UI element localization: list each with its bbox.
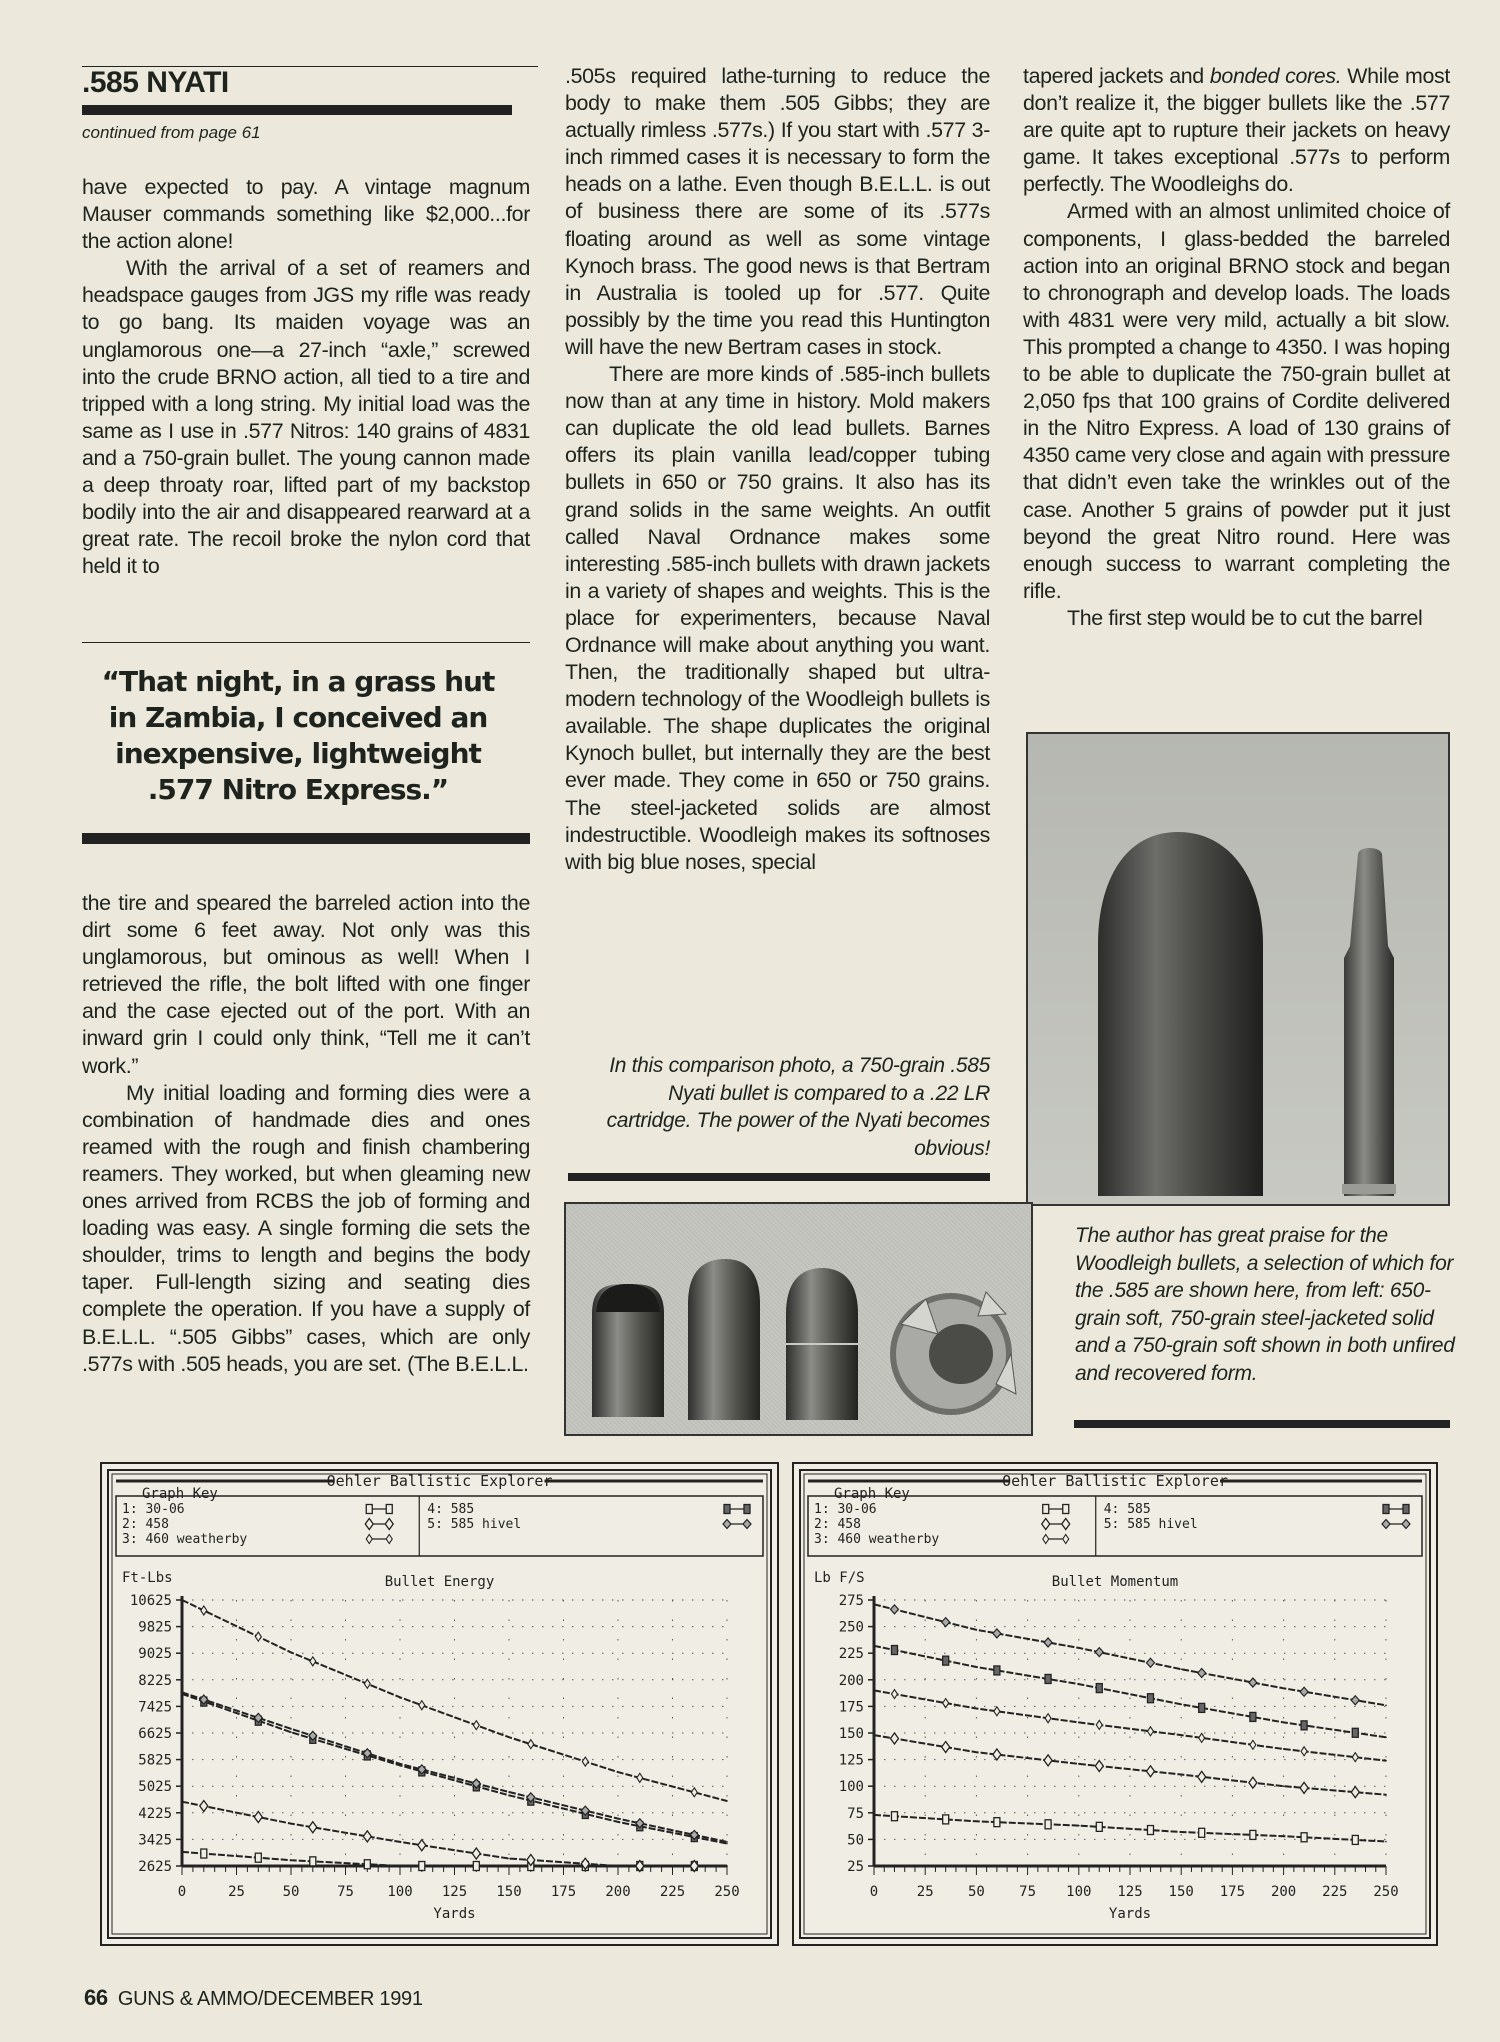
series-458	[873, 1733, 1387, 1798]
y-tick-label: 10625	[129, 1593, 172, 1609]
marker-diamond-small	[1096, 1720, 1102, 1729]
data-point	[1078, 1825, 1080, 1827]
x-tick-label: 50	[282, 1884, 300, 1900]
legend-entry	[427, 1517, 751, 1532]
marker-diamond-half	[1300, 1687, 1308, 1696]
photo-woodleigh-bullets	[564, 1202, 1033, 1436]
data-point	[873, 1814, 875, 1816]
y-tick-label: 3425	[138, 1832, 172, 1849]
x-tick-label: 75	[1019, 1884, 1037, 1900]
y-tick-label: 100	[838, 1779, 864, 1796]
marker-diamond-small	[1147, 1727, 1153, 1736]
paragraph: The first step would be to cut the barrel	[1067, 605, 1423, 630]
data-point	[976, 1629, 978, 1631]
y-tick-label: 150	[838, 1726, 864, 1742]
legend-entry	[122, 1517, 393, 1532]
y-tick-label: 7425	[138, 1699, 172, 1716]
marker-diamond	[1198, 1771, 1206, 1782]
data-point	[290, 1731, 292, 1733]
marker-diamond-half	[890, 1605, 898, 1614]
marker-square-filled	[724, 1505, 730, 1514]
data-point	[1385, 1760, 1387, 1762]
marker-diamond	[309, 1822, 317, 1833]
marker-square	[994, 1818, 1000, 1827]
data-point	[181, 1851, 183, 1853]
series-line	[874, 1815, 1386, 1842]
x-tick-label: 225	[1322, 1884, 1348, 1900]
data-point	[508, 1791, 510, 1793]
marker-diamond	[942, 1742, 950, 1753]
marker-diamond-small	[1301, 1747, 1307, 1756]
marker-diamond	[200, 1801, 208, 1812]
marker-square-filled	[943, 1656, 949, 1665]
x-tick-label: 250	[714, 1884, 740, 1900]
data-point	[1385, 1736, 1387, 1738]
y-tick-label: 225	[838, 1646, 864, 1663]
data-point	[976, 1708, 978, 1710]
data-point	[873, 1645, 875, 1647]
marker-square	[419, 1862, 425, 1871]
series-460-weatherby	[181, 1599, 728, 1802]
grid	[874, 1600, 1386, 1866]
data-point	[617, 1771, 619, 1773]
marker-diamond-small	[201, 1606, 207, 1615]
pullquote-rule-top	[82, 642, 530, 643]
data-point	[873, 1690, 875, 1692]
paragraph: the tire and speared the barreled action into the dirt some 6 feet away. Not only was this unglamorous, but ominous as well! When I retrieved the rifle, the bolt lifted with one finger and the case ejected out of the port. With an inward grin I could only think, “Tell me it can’t work.”	[82, 891, 530, 1078]
data-point	[976, 1751, 978, 1753]
data-point	[1180, 1703, 1182, 1705]
legend-label: 2: 458	[122, 1517, 169, 1532]
legend-label: 5: 585 hivel	[1103, 1517, 1198, 1532]
text-run: While most don’t realize it, the bigger bullets like the .577 are quite apt to rupture their jackets on heavy game. It takes exceptional .577s to perform perfectly. The Woodleighs do.	[1023, 64, 1450, 197]
marker-diamond-small	[419, 1701, 425, 1710]
data-point	[508, 1865, 510, 1867]
marker-square	[1096, 1822, 1102, 1831]
data-point	[726, 1843, 728, 1845]
paragraph: Armed with an almost unlimited choice of components, I glass-bedded the barreled action into an original BRNO stock and began to chronograph and develop loads. The loads with 4831 were very mild, actually a bit slow. This prompted a change to 4350. I was hoping to be able to duplicate the 750-grain bullet at 2,050 fps that 100 grains of Cordite delivered in the Nitro Express. A load of 130 grains of 4350 came very close and again with pressure that didn’t even take the wrinkles out of the case. Another 5 grains of powder put it just beyond the great Nitro round. Here was enough success to warrant completing the rifle.	[1023, 199, 1450, 603]
marker-square	[891, 1812, 897, 1821]
chart-bullet-energy	[100, 1462, 779, 1946]
marker-diamond-small	[943, 1699, 949, 1708]
paragraph: There are more kinds of .585-inch bullets now than at any time in history. Mold makers can duplicate the old lead bullets. Barnes offers its plain vanilla lead/copper tubing bullets in 650 or 750 grains. It also has its grand solids in the same weights. An outfit called Naval Ordnance makes some interesting .585-inch bullets with drawn jackets in a variety of shapes and weights. This is the place for experimenters, because Naval Ordnance will make about anything you want. Then, the traditionally shaped but ultra-modern technology of the Woodleigh bullets is available. The shape duplicates the original Kynoch bullet, but internally they are the best ever made. They come in 650 or 750 grains. The steel-jacketed solids are almost indestructible. Woodleigh makes its softnoses with big blue noses, special	[565, 362, 990, 874]
data-point	[508, 1795, 510, 1797]
data-point	[508, 1736, 510, 1738]
marker-square	[1063, 1505, 1069, 1514]
photo-nyati-vs-22lr	[1026, 732, 1450, 1206]
data-point	[726, 1865, 728, 1867]
marker-square-filled	[1250, 1712, 1256, 1721]
data-point	[1385, 1705, 1387, 1707]
marker-square	[1147, 1826, 1153, 1835]
data-point	[1283, 1688, 1285, 1690]
data-point	[617, 1818, 619, 1820]
x-tick-label: 150	[1168, 1884, 1194, 1900]
series-line	[182, 1802, 727, 1866]
marker-diamond	[1042, 1519, 1050, 1530]
marker-diamond-half	[942, 1618, 950, 1627]
data-point	[399, 1841, 401, 1843]
y-tick-label: 250	[838, 1619, 864, 1636]
data-point	[1180, 1734, 1182, 1736]
x-tick-label: 50	[967, 1884, 985, 1900]
marker-square	[366, 1505, 372, 1514]
marker-diamond-small	[366, 1535, 372, 1544]
series-585-hivel	[873, 1603, 1387, 1706]
series-line	[874, 1735, 1386, 1795]
22lr-cartridge-shape	[1344, 848, 1394, 1196]
data-point	[617, 1821, 619, 1823]
x-tick-label: 225	[659, 1884, 686, 1900]
chart-svg-momentum	[794, 1464, 1436, 1944]
marker-diamond-small	[1063, 1535, 1069, 1544]
y-tick-label: 175	[838, 1699, 864, 1716]
marker-diamond	[993, 1749, 1001, 1760]
x-tick-label: 25	[916, 1884, 934, 1900]
y-tick-label: 8225	[138, 1672, 172, 1689]
data-point	[873, 1734, 875, 1736]
legend-label: 3: 460 weatherby	[814, 1532, 940, 1547]
data-point	[617, 1865, 619, 1867]
window-title: Oehler Ballistic Explorer	[326, 1472, 553, 1490]
marker-diamond-small	[386, 1535, 392, 1544]
legend-entry	[1104, 1502, 1409, 1517]
data-point	[1283, 1722, 1285, 1724]
legend-entry	[1104, 1517, 1410, 1532]
series-line	[182, 1600, 727, 1801]
data-point	[1078, 1683, 1080, 1685]
series-line	[874, 1604, 1386, 1705]
marker-square	[1043, 1505, 1049, 1514]
y-axis-label: Lb F/S	[814, 1570, 865, 1586]
x-tick-label: 0	[177, 1884, 187, 1900]
data-point	[726, 1841, 728, 1843]
marker-square	[386, 1505, 392, 1514]
legend-entry	[427, 1502, 750, 1517]
marker-diamond-small	[364, 1679, 370, 1688]
caption-rule	[1074, 1420, 1450, 1428]
marker-diamond-small	[528, 1740, 534, 1749]
marker-diamond-half	[1351, 1696, 1359, 1705]
x-tick-label: 250	[1373, 1884, 1399, 1900]
marker-diamond-small	[1199, 1733, 1205, 1742]
data-point	[290, 1728, 292, 1730]
marker-square	[1199, 1828, 1205, 1837]
nyati-bullet-shape	[1098, 832, 1263, 1196]
x-tick-label: 175	[1219, 1884, 1246, 1900]
series-30-06	[873, 1812, 1387, 1845]
data-point	[399, 1763, 401, 1765]
data-point	[1283, 1835, 1285, 1837]
marker-diamond	[1351, 1787, 1359, 1798]
paragraph: have expected to pay. A vintage magnum Mauser commands something like $2,000...for the action alone!	[82, 175, 530, 254]
legend-title: Graph Key	[142, 1486, 218, 1502]
legend-label: 1: 30-06	[122, 1502, 185, 1517]
legend-label: 5: 585 hivel	[427, 1517, 522, 1532]
legend-title: Graph Key	[834, 1486, 910, 1502]
y-tick-label: 125	[838, 1752, 864, 1769]
marker-square-filled	[1352, 1728, 1358, 1737]
legend-entry	[814, 1502, 1069, 1517]
section-title: .585 NYATI	[82, 66, 229, 99]
data-point	[1385, 1841, 1387, 1843]
data-point	[290, 1859, 292, 1861]
data-point	[1180, 1831, 1182, 1833]
series-585-hivel	[181, 1691, 728, 1842]
marker-square	[1301, 1833, 1307, 1842]
marker-diamond	[890, 1733, 898, 1744]
marker-square	[255, 1853, 261, 1862]
marker-square-filled	[1045, 1674, 1051, 1683]
column-2	[565, 63, 990, 876]
column-1-top	[82, 174, 530, 580]
marker-diamond-half	[1146, 1658, 1154, 1667]
series-458	[181, 1801, 728, 1872]
data-point	[1180, 1668, 1182, 1670]
y-tick-label: 5825	[138, 1752, 172, 1769]
marker-square-filled	[744, 1505, 750, 1514]
marker-square-filled	[891, 1646, 897, 1655]
chart-bullet-momentum	[792, 1462, 1438, 1946]
legend-label: 3: 460 weatherby	[122, 1532, 248, 1547]
column-3	[1023, 63, 1450, 632]
data-point	[508, 1858, 510, 1860]
marker-diamond-small	[255, 1632, 261, 1641]
y-tick-label: 200	[838, 1672, 864, 1689]
marker-diamond-half	[723, 1520, 731, 1529]
y-tick-label: 9825	[138, 1619, 172, 1636]
marker-diamond-small	[1250, 1740, 1256, 1749]
marker-diamond-small	[310, 1657, 316, 1666]
y-tick-label: 275	[838, 1593, 864, 1609]
data-point	[399, 1865, 401, 1867]
y-tick-label: 4225	[138, 1805, 172, 1822]
x-tick-label: 200	[605, 1884, 631, 1900]
italic-run: bonded cores.	[1209, 64, 1342, 88]
photo-illustration	[1028, 734, 1448, 1204]
marker-square	[943, 1815, 949, 1824]
data-point	[399, 1696, 401, 1698]
marker-square	[473, 1862, 479, 1871]
marker-square	[1250, 1830, 1256, 1839]
photo-illustration	[566, 1204, 1031, 1434]
data-point	[976, 1666, 978, 1668]
data-point	[1283, 1785, 1285, 1787]
marker-diamond-half	[1382, 1520, 1390, 1529]
marker-diamond-small	[473, 1721, 479, 1730]
marker-diamond	[1249, 1777, 1257, 1788]
text-run: tapered jackets and	[1023, 64, 1210, 88]
marker-diamond-small	[691, 1788, 697, 1797]
page-footer	[84, 1985, 423, 2011]
legend-label: 1: 30-06	[814, 1502, 877, 1517]
legend-label: 2: 458	[814, 1517, 861, 1532]
marker-diamond	[254, 1812, 262, 1823]
legend-label: 4: 585	[427, 1502, 475, 1517]
x-axis-label: Yards	[433, 1906, 476, 1922]
pull-quote: “That night, in a grass hut in Zambia, I conceived an inexpensive, lightweight .577 Nitro Express.”	[101, 665, 495, 806]
data-point	[1283, 1748, 1285, 1750]
pullquote-rule-bottom	[82, 833, 530, 844]
x-tick-label: 100	[1066, 1884, 1092, 1900]
marker-diamond-small	[1352, 1753, 1358, 1762]
marker-diamond	[472, 1848, 480, 1859]
data-point	[1385, 1794, 1387, 1796]
legend-entry	[122, 1502, 392, 1517]
marker-diamond	[1300, 1782, 1308, 1793]
marker-diamond	[1044, 1755, 1052, 1766]
marker-diamond-half	[1198, 1668, 1206, 1677]
chart-title: Bullet Energy	[384, 1574, 495, 1590]
x-tick-label: 125	[1117, 1884, 1143, 1900]
window-title: Oehler Ballistic Explorer	[1002, 1472, 1228, 1490]
publication-line: GUNS & AMMO/DECEMBER 1991	[117, 1988, 423, 2010]
marker-diamond	[385, 1519, 393, 1530]
data-point	[181, 1691, 183, 1693]
page-number: 66	[84, 1985, 108, 2010]
data-point	[1078, 1763, 1080, 1765]
data-point	[1078, 1647, 1080, 1649]
marker-square	[310, 1857, 316, 1866]
legend-entry	[814, 1517, 1070, 1532]
marker-diamond	[1095, 1760, 1103, 1771]
legend-label: 4: 585	[1103, 1502, 1151, 1517]
x-tick-label: 25	[228, 1884, 245, 1900]
paragraph: My initial loading and forming dies were a combination of handmade dies and ones reamed with the rough and finish chambering reamers. They worked, but when gleaming new ones arrived from RCBS the job of forming and loading was easy. A single forming die sets the shoulder, trims to length and begins the body taper. Full-length sizing and seating dies complete the operation. If you have a supply of B.E.L.L. “.505 Gibbs” cases, which are only .577s with .505 heads, you are set. (The B.E.L.L.	[82, 1080, 530, 1376]
x-tick-label: 100	[387, 1884, 413, 1900]
column-1-bottom	[82, 890, 530, 1378]
marker-diamond	[1146, 1766, 1154, 1777]
marker-square-filled	[1383, 1505, 1389, 1514]
x-tick-label: 75	[337, 1884, 354, 1900]
y-tick-label: 5025	[138, 1779, 172, 1796]
marker-diamond	[418, 1840, 426, 1851]
y-tick-label: 6625	[138, 1726, 172, 1742]
marker-diamond-small	[637, 1773, 643, 1782]
chart-svg-energy	[102, 1464, 777, 1944]
marker-square-filled	[1301, 1721, 1307, 1730]
x-tick-label: 150	[496, 1884, 522, 1900]
marker-diamond-half	[1402, 1520, 1410, 1529]
data-point	[873, 1603, 875, 1605]
marker-diamond-half	[1249, 1678, 1257, 1687]
marker-square	[201, 1849, 207, 1858]
data-point	[290, 1823, 292, 1825]
x-tick-label: 175	[550, 1884, 577, 1900]
legend-entry	[814, 1532, 1069, 1547]
marker-diamond-small	[891, 1690, 897, 1699]
x-tick-label: 0	[869, 1884, 879, 1900]
marker-diamond	[365, 1519, 373, 1530]
x-tick-label: 125	[441, 1884, 468, 1900]
marker-diamond-small	[582, 1757, 588, 1766]
marker-diamond-small	[994, 1707, 1000, 1716]
data-point	[976, 1821, 978, 1823]
data-point	[181, 1599, 183, 1601]
y-tick-label: 9025	[138, 1646, 172, 1663]
data-point	[726, 1800, 728, 1802]
continued-note: continued from page 61	[82, 123, 261, 142]
marker-diamond-small	[1043, 1535, 1049, 1544]
series-line	[182, 1694, 727, 1844]
marker-diamond-half	[1044, 1638, 1052, 1647]
marker-diamond-half	[993, 1629, 1001, 1638]
chart-title: Bullet Momentum	[1051, 1574, 1179, 1590]
marker-square	[1352, 1835, 1358, 1844]
paragraph: .505s required lathe-turning to reduce the body to make them .505 Gibbs; they are actually rimless .577s.) If you start with .577 3-inch rimmed cases it is necessary to form the heads on a lathe. Even though B.E.L.L. is out of business there are some of its .577s floating around as well as some vintage Kynoch brass. The good news is that Bertram in Australia is tooled up for .577. Quite possibly by the time you read this Huntington will have the new Bertram cases in stock.	[565, 64, 990, 359]
caption-comparison: In this comparison photo, a 750-grain .585 Nyati bullet is compared to a .22 LR cartridge. The power of the Nyati becomes obvious!	[606, 1054, 990, 1160]
data-point	[1180, 1774, 1182, 1776]
data-point	[290, 1652, 292, 1654]
paragraph: With the arrival of a set of reamers and headspace gauges from JGS my rifle was ready to go bang. Its maiden voyage was an unglamorous one—a 27-inch “axle,” screwed into the crude BRNO action, all tied to a tire and tripped with a long string. My initial load was the same as I use in .577 Nitros: 140 grains of 4831 and a 750-grain bullet. The young cannon made a deep throaty roar, lifted part of my backstop bodily into the air and disappeared rearward at a great rate. The recoil broke the nylon cord that held it to	[82, 256, 530, 579]
y-tick-label: 2625	[138, 1859, 172, 1875]
marker-diamond-small	[1045, 1714, 1051, 1723]
marker-square	[1045, 1820, 1051, 1829]
marker-diamond	[1062, 1519, 1070, 1530]
legend-entry	[122, 1532, 392, 1547]
y-tick-label: 25	[847, 1859, 864, 1875]
marker-square-filled	[1096, 1684, 1102, 1693]
marker-diamond	[363, 1831, 371, 1842]
paragraph	[1023, 63, 1450, 198]
x-tick-label: 200	[1270, 1884, 1297, 1900]
marker-square-filled	[1147, 1694, 1153, 1703]
marker-square-filled	[1403, 1505, 1409, 1514]
y-tick-label: 75	[847, 1805, 864, 1822]
marker-square	[364, 1860, 370, 1869]
caption-woodleigh: The author has great praise for the Woodleigh bullets, a selection of which for the .585 are shown here, from left: 650-grain soft, 750-grain steel-jacketed solid and a 750-grain soft shown in both unfired and recovered form.	[1075, 1224, 1455, 1385]
data-point	[181, 1801, 183, 1803]
marker-diamond-half	[1095, 1648, 1103, 1657]
marker-square-filled	[1199, 1703, 1205, 1712]
y-axis-label: Ft-Lbs	[122, 1570, 173, 1586]
marker-square-filled	[994, 1666, 1000, 1675]
header-rule	[82, 105, 512, 115]
x-axis-label: Yards	[1108, 1906, 1152, 1922]
series-585	[181, 1693, 728, 1844]
marker-diamond-half	[743, 1520, 751, 1529]
y-tick-label: 50	[847, 1832, 864, 1849]
series-line	[182, 1692, 727, 1842]
data-point	[1078, 1722, 1080, 1724]
caption-rule	[568, 1173, 990, 1181]
